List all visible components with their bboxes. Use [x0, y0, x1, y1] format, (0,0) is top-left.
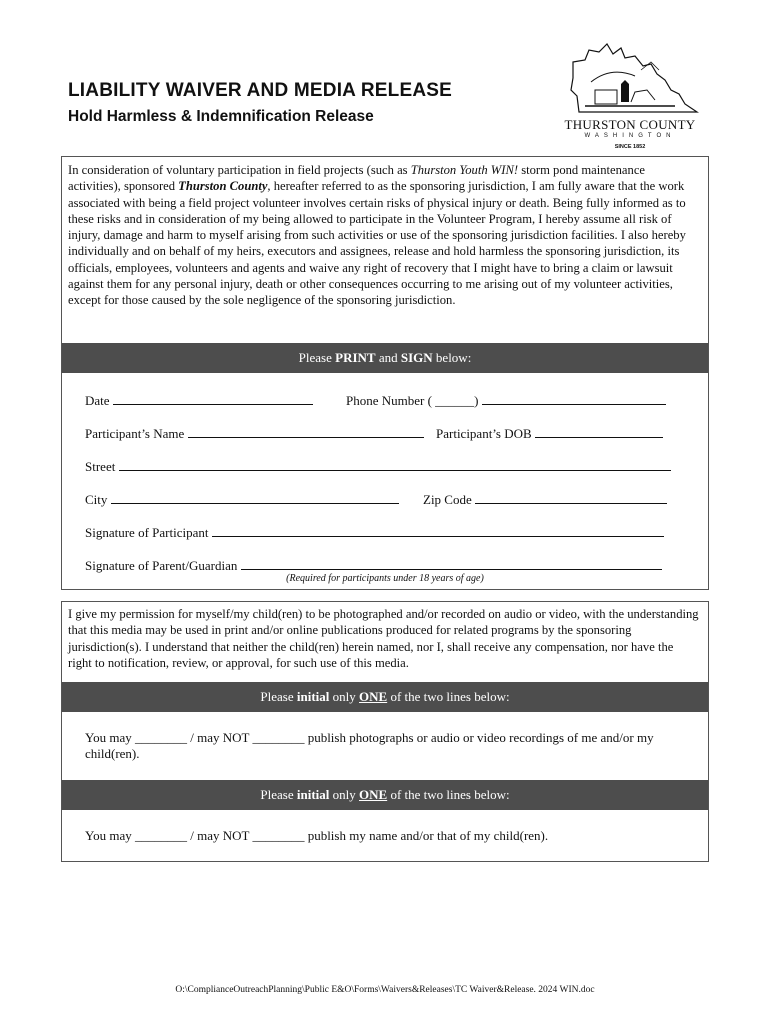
- participant-signature-line[interactable]: [212, 524, 664, 537]
- zip-line[interactable]: [475, 491, 667, 504]
- participant-dob-label: Participant’s DOB: [436, 426, 532, 441]
- sponsor-name: Thurston County: [178, 179, 268, 194]
- liability-section: [61, 156, 709, 590]
- participant-signature-label: Signature of Participant: [85, 525, 209, 540]
- form-title: LIABILITY WAIVER AND MEDIA RELEASE: [68, 80, 453, 101]
- participant-dob-line[interactable]: [535, 425, 663, 438]
- band-text: and: [375, 350, 401, 365]
- band-one: ONE: [359, 689, 388, 704]
- media-paragraph: I give my permission for myself/my child(ren) to be photographed and/or recorded on audio or video, with the understanding that this media may be used in print and/or online publications produced for related programs by the sponsoring jurisdiction(s). I understand that neither the child(ren) herein named, nor I, shall receive any compensation, nor have the right to notification, review, or approval, for such use of this media.: [68, 607, 699, 670]
- name-consent-option[interactable]: You may ________ / may NOT ________ publish my name and/or that of my child(ren).: [85, 828, 549, 843]
- band-text: Please: [260, 689, 297, 704]
- parent-signature-line[interactable]: [241, 557, 662, 570]
- band-one: ONE: [359, 787, 388, 802]
- city-label: City: [85, 492, 108, 507]
- date-label: Date: [85, 393, 110, 408]
- participant-signature-field[interactable]: [85, 524, 664, 541]
- city-line[interactable]: [111, 491, 399, 504]
- initial-band-1: [62, 682, 708, 712]
- form-subtitle: Hold Harmless & Indemnification Release: [68, 108, 374, 125]
- date-line[interactable]: [113, 392, 313, 405]
- liability-text-end: , hereafter referred to as the sponsoring jurisdiction, I am fully aware that the work associated with being a field project volunteer involves certain risks of physical injury or death. Being fully informed as to these risks and in consideration of my being allowed to participate in the Volunteer Program, I hereby assume all risk of injury, damage and harm to myself arising from such activities or use of the sponsoring jurisdiction facilities. I also hereby individually and on behalf of my heirs, executors and assignees, release and hold harmless the sponsoring jurisdiction, its officials, employees, volunteers and agents and waive any right of recovery that I might have to bring a claim or lawsuit against them for any personal injury, death or other consequences occurring to me arising out of my volunteer activities, except for those caused by the sole negligence of the sponsoring jurisdiction.: [68, 179, 686, 308]
- band-text: only: [329, 689, 360, 704]
- participant-name-label: Participant’s Name: [85, 426, 185, 441]
- liability-text-start: In consideration of voluntary participation in field projects (such as: [68, 163, 411, 177]
- date-field[interactable]: [85, 392, 313, 409]
- band-sign: SIGN: [400, 350, 433, 365]
- band-print: PRINT: [335, 350, 376, 365]
- band-text: below:: [432, 350, 472, 365]
- street-field[interactable]: [85, 458, 671, 475]
- media-release-section: [61, 601, 709, 862]
- band-text: Please: [298, 350, 336, 365]
- logo-county-name: THURSTON COUNTY: [564, 117, 696, 132]
- zip-label: Zip Code: [423, 492, 472, 507]
- parent-signature-label: Signature of Parent/Guardian: [85, 558, 238, 573]
- band-initial: initial: [296, 787, 330, 802]
- participant-name-field[interactable]: [85, 425, 424, 442]
- participant-dob-field[interactable]: [436, 425, 663, 442]
- liability-paragraph: [68, 162, 700, 309]
- program-name: Thurston Youth WIN!: [410, 163, 519, 177]
- city-field[interactable]: [85, 491, 399, 508]
- band-initial: initial: [296, 689, 330, 704]
- street-label: Street: [85, 459, 116, 474]
- print-sign-band: [62, 343, 708, 373]
- street-line[interactable]: [119, 458, 671, 471]
- zip-field[interactable]: [423, 491, 667, 508]
- band-text: only: [329, 787, 360, 802]
- band-text: of the two lines below:: [387, 787, 510, 802]
- guardian-note: (Required for participants under 18 years of age): [286, 573, 484, 584]
- band-text: Please: [260, 787, 297, 802]
- band-text: of the two lines below:: [387, 689, 510, 704]
- photo-consent-option[interactable]: You may ________ / may NOT ________ publish photographs or audio or video recordings of me and/or my child(ren).: [85, 730, 654, 762]
- phone-line[interactable]: [482, 392, 666, 405]
- initial-band-2: [62, 780, 708, 810]
- county-map-icon: [555, 40, 705, 120]
- logo-since: SINCE 1852: [614, 144, 646, 150]
- participant-name-line[interactable]: [188, 425, 424, 438]
- phone-field[interactable]: [346, 392, 666, 409]
- liability-text-mid: storm pond maintenance activities), sponsored: [68, 163, 645, 194]
- parent-signature-field[interactable]: [85, 557, 662, 574]
- thurston-county-logo: [555, 40, 705, 156]
- phone-label: Phone Number ( ______): [346, 393, 479, 408]
- logo-state-name: WASHINGTON: [584, 133, 676, 139]
- file-path-footer: O:\ComplianceOutreachPlanning\Public E&O\Forms\Waivers&Releases\TC Waiver&Release. 2024 WIN.doc: [175, 985, 595, 995]
